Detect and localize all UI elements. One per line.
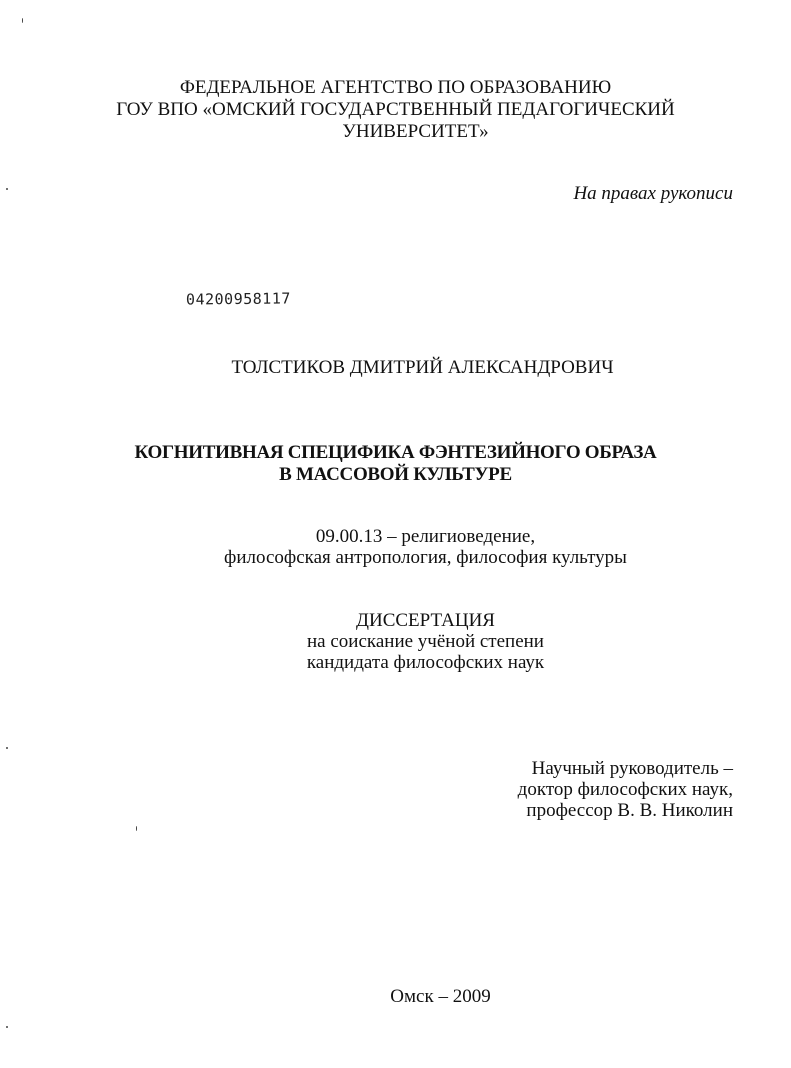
stamp-number: 04200958117 [185,289,291,309]
degree-name: кандидата философских наук [306,652,545,673]
advisor-name: профессор В. В. Николин [526,800,733,821]
city-year: Омск – 2009 [390,986,491,1007]
scan-speck [6,1026,8,1028]
author-name: ТОЛСТИКОВ ДМИТРИЙ АЛЕКСАНДРОВИЧ [231,357,614,378]
advisor-degree: доктор философских наук, [517,779,733,800]
university-name-line2: УНИВЕРСИТЕТ» [342,121,489,142]
degree-purpose: на соискание учёной степени [307,631,544,652]
scan-speck [6,188,8,190]
scan-speck [6,747,8,749]
scan-speck [136,826,137,831]
university-name-line1: ГОУ ВПО «ОМСКИЙ ГОСУДАРСТВЕННЫЙ ПЕДАГОГИЧЕСКИЙ [116,99,675,120]
dissertation-title-line1: КОГНИТИВНАЯ СПЕЦИФИКА ФЭНТЕЗИЙНОГО ОБРАЗА [134,442,657,463]
document-type: ДИССЕРТАЦИЯ [356,610,495,631]
specialty-name: философская антропология, философия культуры [224,547,627,568]
specialty-code: 09.00.13 – религиоведение, [315,526,536,547]
dissertation-title-line2: В МАССОВОЙ КУЛЬТУРЕ [279,464,512,485]
manuscript-note: На правах рукописи [573,183,733,204]
advisor-label: Научный руководитель – [531,758,733,779]
agency-title: ФЕДЕРАЛЬНОЕ АГЕНТСТВО ПО ОБРАЗОВАНИЮ [179,77,612,98]
scan-speck [22,18,23,23]
